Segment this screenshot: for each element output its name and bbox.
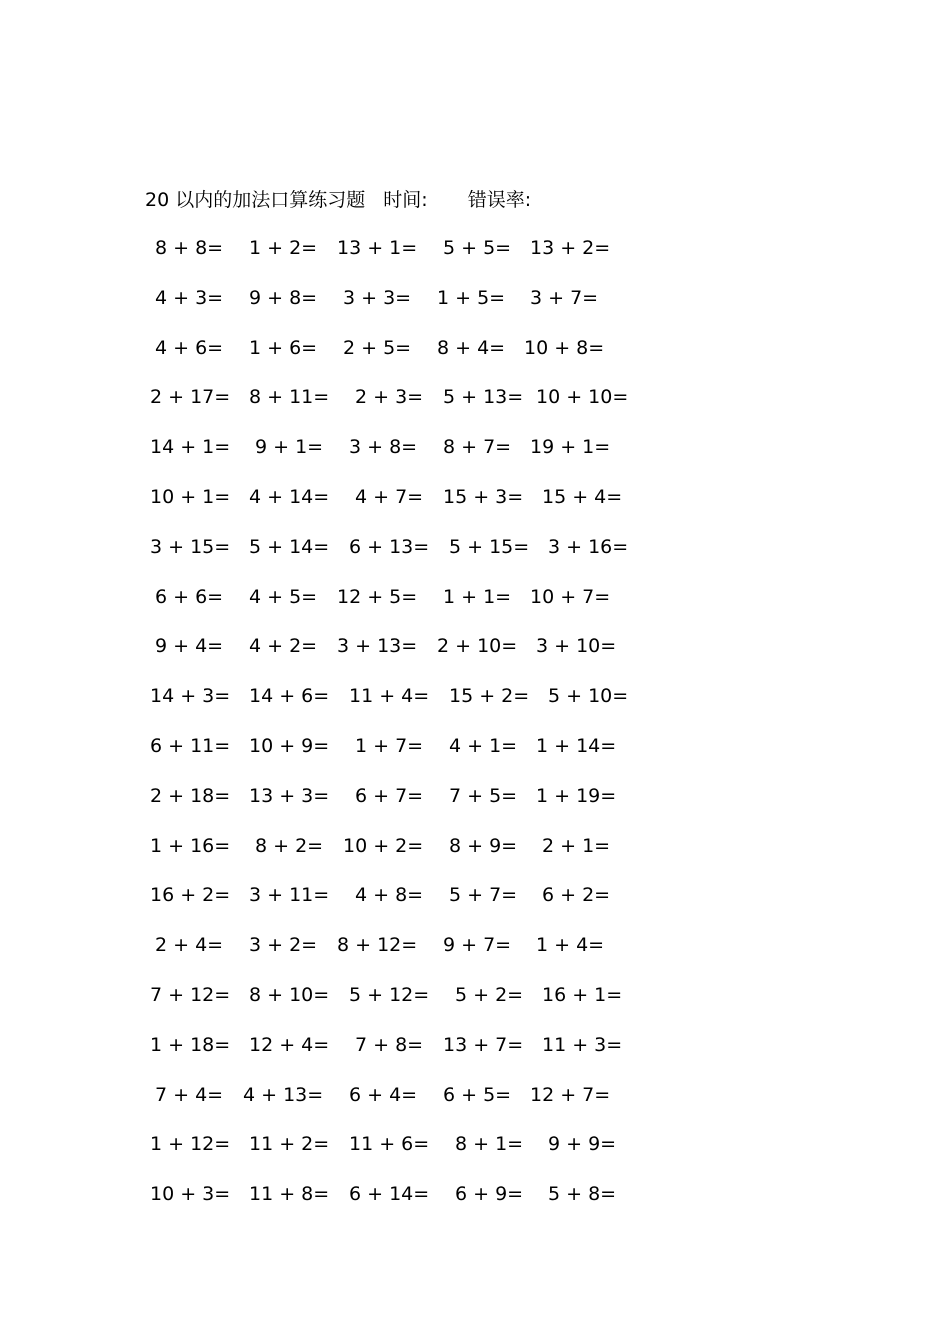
problem-r6-c1: 10 + 1= [150, 486, 231, 508]
problem-r15-c2: 3 + 2= [249, 934, 318, 957]
problem-r20-c2: 11 + 8= [249, 1183, 330, 1206]
problem-r18-c3: 6 + 4= [349, 1083, 418, 1106]
problem-r1-c2: 1 + 2= [249, 237, 318, 259]
problem-r11-c4: 4 + 1= [449, 735, 518, 757]
problem-r19-c3: 11 + 6= [349, 1133, 430, 1156]
problem-r5-c4: 8 + 7= [443, 436, 512, 459]
time-label: 时间: [383, 189, 428, 211]
problem-r18-c4: 6 + 5= [443, 1083, 512, 1106]
problem-r10-c3: 11 + 4= [349, 685, 430, 708]
problem-r16-c3: 5 + 12= [349, 984, 430, 1006]
problem-r2-c1: 4 + 3= [155, 286, 224, 309]
problem-r9-c5: 3 + 10= [536, 635, 617, 658]
problem-r5-c5: 19 + 1= [530, 436, 611, 459]
problem-r3-c1: 4 + 6= [155, 336, 224, 359]
problem-r13-c3: 10 + 2= [343, 834, 424, 857]
problem-r11-c2: 10 + 9= [249, 735, 330, 757]
problem-r18-c5: 12 + 7= [530, 1083, 611, 1106]
problem-r14-c3: 4 + 8= [355, 884, 424, 907]
problem-r7-c2: 5 + 14= [249, 535, 330, 558]
problem-r15-c4: 9 + 7= [443, 934, 512, 957]
problem-r17-c3: 7 + 8= [355, 1033, 424, 1056]
problem-r12-c1: 2 + 18= [150, 784, 231, 807]
problem-r8-c1: 6 + 6= [155, 585, 224, 608]
problem-r12-c4: 7 + 5= [449, 784, 518, 807]
problem-r10-c1: 14 + 3= [150, 685, 231, 708]
problem-r19-c4: 8 + 1= [455, 1133, 524, 1156]
problem-r15-c1: 2 + 4= [155, 934, 224, 957]
problem-r18-c2: 4 + 13= [243, 1083, 324, 1106]
problem-r3-c4: 8 + 4= [437, 336, 506, 359]
worksheet-title: 20 以内的加法口算练习题 [145, 189, 366, 211]
problem-r6-c4: 15 + 3= [443, 486, 524, 508]
problem-r12-c3: 6 + 7= [355, 784, 424, 807]
problem-r4-c2: 8 + 11= [249, 386, 330, 409]
problem-r2-c2: 9 + 8= [249, 286, 318, 309]
problem-r5-c2: 9 + 1= [255, 436, 324, 459]
problem-r14-c4: 5 + 7= [449, 884, 518, 907]
problem-r6-c3: 4 + 7= [355, 486, 424, 508]
problem-r13-c2: 8 + 2= [255, 834, 324, 857]
problem-r20-c3: 6 + 14= [349, 1183, 430, 1206]
problem-r4-c4: 5 + 13= [443, 386, 524, 409]
problem-r1-c1: 8 + 8= [155, 237, 224, 259]
problem-r16-c2: 8 + 10= [249, 984, 330, 1006]
problem-r8-c5: 10 + 7= [530, 585, 611, 608]
problem-r1-c3: 13 + 1= [337, 237, 418, 259]
problem-r11-c1: 6 + 11= [150, 735, 231, 757]
problem-r15-c3: 8 + 12= [337, 934, 418, 957]
problem-r3-c5: 10 + 8= [524, 336, 605, 359]
problem-r5-c1: 14 + 1= [150, 436, 231, 459]
problem-r19-c2: 11 + 2= [249, 1133, 330, 1156]
problem-r4-c5: 10 + 10= [536, 386, 629, 409]
problem-r4-c1: 2 + 17= [150, 386, 231, 409]
problem-r16-c4: 5 + 2= [455, 984, 524, 1006]
problem-r17-c1: 1 + 18= [150, 1033, 231, 1056]
problem-r6-c5: 15 + 4= [542, 486, 623, 508]
problem-r6-c2: 4 + 14= [249, 486, 330, 508]
problem-r9-c4: 2 + 10= [437, 635, 518, 658]
problem-r9-c1: 9 + 4= [155, 635, 224, 658]
problem-r14-c1: 16 + 2= [150, 884, 231, 907]
problem-r1-c4: 5 + 5= [443, 237, 512, 259]
problem-r20-c4: 6 + 9= [455, 1183, 524, 1206]
problem-r3-c3: 2 + 5= [343, 336, 412, 359]
problem-r12-c2: 13 + 3= [249, 784, 330, 807]
problem-r18-c1: 7 + 4= [155, 1083, 224, 1106]
problem-r7-c4: 5 + 15= [449, 535, 530, 558]
problem-r13-c4: 8 + 9= [449, 834, 518, 857]
problem-r1-c5: 13 + 2= [530, 237, 611, 259]
problem-r11-c5: 1 + 14= [536, 735, 617, 757]
problem-r7-c1: 3 + 15= [150, 535, 231, 558]
problem-r13-c1: 1 + 16= [150, 834, 231, 857]
problem-r7-c5: 3 + 16= [548, 535, 629, 558]
problem-r2-c3: 3 + 3= [343, 286, 412, 309]
problem-r9-c3: 3 + 13= [337, 635, 418, 658]
problem-r16-c1: 7 + 12= [150, 984, 231, 1006]
problem-r14-c2: 3 + 11= [249, 884, 330, 907]
error-rate-label: 错误率: [467, 189, 532, 211]
problem-r16-c5: 16 + 1= [542, 984, 623, 1006]
problem-r9-c2: 4 + 2= [249, 635, 318, 658]
problem-r2-c5: 3 + 7= [530, 286, 599, 309]
problem-r17-c4: 13 + 7= [443, 1033, 524, 1056]
problem-r15-c5: 1 + 4= [536, 934, 605, 957]
problem-r8-c3: 12 + 5= [337, 585, 418, 608]
problem-r3-c2: 1 + 6= [249, 336, 318, 359]
problem-r10-c2: 14 + 6= [249, 685, 330, 708]
problem-r12-c5: 1 + 19= [536, 784, 617, 807]
problem-r20-c1: 10 + 3= [150, 1183, 231, 1206]
problem-r2-c4: 1 + 5= [437, 286, 506, 309]
problem-r14-c5: 6 + 2= [542, 884, 611, 907]
problem-r17-c5: 11 + 3= [542, 1033, 623, 1056]
problem-r11-c3: 1 + 7= [355, 735, 424, 757]
problem-r8-c4: 1 + 1= [443, 585, 512, 608]
problem-r10-c4: 15 + 2= [449, 685, 530, 708]
problem-r5-c3: 3 + 8= [349, 436, 418, 459]
problem-r10-c5: 5 + 10= [548, 685, 629, 708]
problem-r17-c2: 12 + 4= [249, 1033, 330, 1056]
problem-r7-c3: 6 + 13= [349, 535, 430, 558]
problem-r19-c1: 1 + 12= [150, 1133, 231, 1156]
problem-r13-c5: 2 + 1= [542, 834, 611, 857]
problem-r4-c3: 2 + 3= [355, 386, 424, 409]
problem-r20-c5: 5 + 8= [548, 1183, 617, 1206]
problem-r19-c5: 9 + 9= [548, 1133, 617, 1156]
problem-r8-c2: 4 + 5= [249, 585, 318, 608]
